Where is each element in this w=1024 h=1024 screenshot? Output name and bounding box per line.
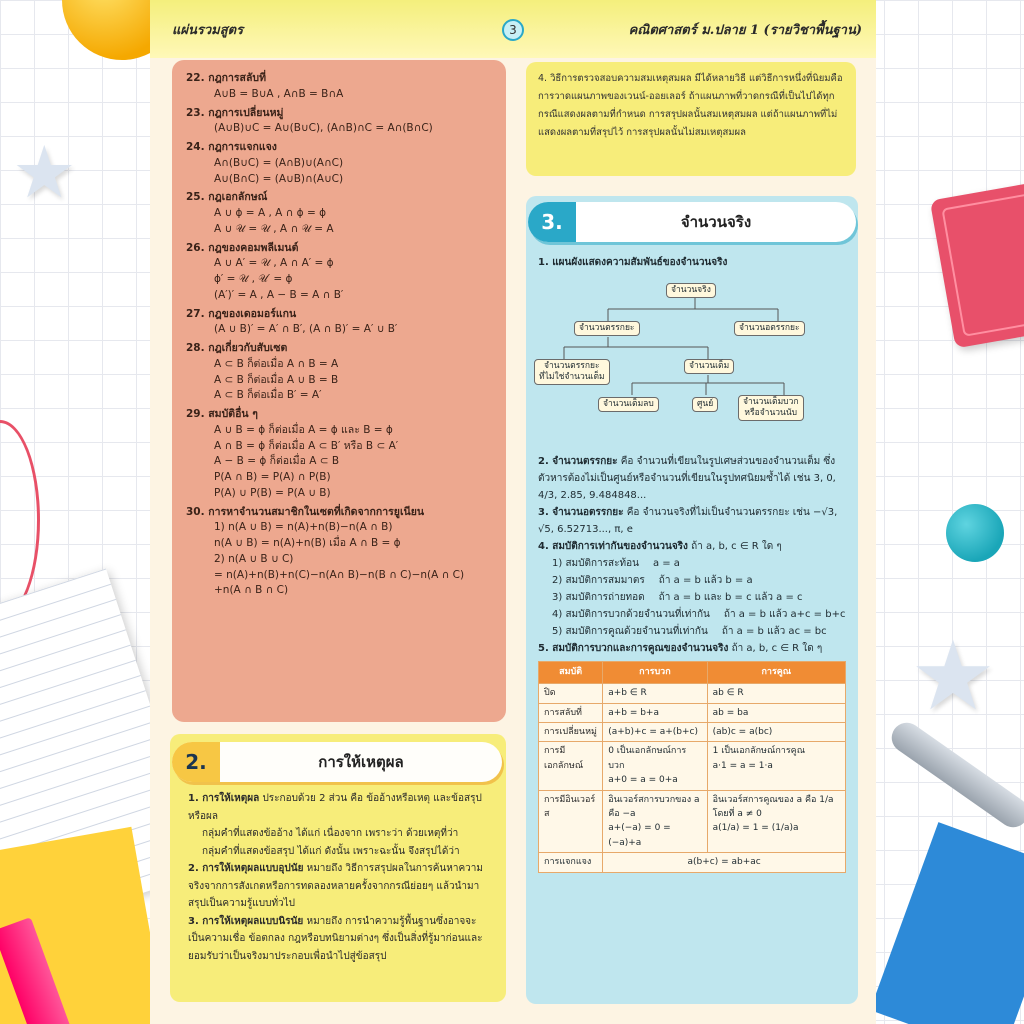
reasoning-item-text: กลุ่มคำที่แสดงข้ออ้าง ได้แก่ เนื่องจาก เพราะว่า ด้วยเหตุที่ว่า [202, 828, 459, 839]
equality-rule: a = a [652, 558, 680, 569]
section-2-number: 2. [172, 742, 220, 782]
table-row [539, 742, 846, 790]
table-cell: การสลับที่ [539, 703, 603, 722]
rule-formula: = n(A)+n(B)+n(C)−n(A∩ B)−n(B ∩ C)−n(A ∩ C) [214, 568, 465, 581]
equality-item [538, 572, 846, 589]
rational-definition [538, 453, 846, 504]
rule-formula: (A′)′ = A , A − B = A ∩ B′ [214, 288, 344, 301]
tree-node-zero: ศูนย์ [692, 397, 718, 412]
table-cell: ab = ba [707, 703, 845, 722]
equality-item [538, 555, 846, 572]
table-cell: (ab)c = a(bc) [707, 723, 845, 742]
rule-title: 24. กฎการแจกแจง [186, 141, 277, 153]
table-header: สมบัติ [539, 662, 603, 684]
set-rules-box [172, 60, 506, 722]
rule-formula: A ∪ A′ = 𝒰 , A ∩ A′ = ϕ [214, 257, 334, 270]
equality-name: 5) สมบัติการคูณด้วยจำนวนที่เท่ากัน [552, 626, 708, 637]
rule-formula: A ⊂ B ก็ต่อเมื่อ B′ = A′ [214, 389, 322, 402]
rule-formula: (A ∪ B)′ = A′ ∩ B′, (A ∩ B)′ = A′ ∪ B′ [214, 323, 398, 336]
irrational-head: 3. จำนวนอตรรกยะ [538, 507, 624, 518]
table-cell: (a+b)+c = a+(b+c) [603, 723, 707, 742]
rule-title: 30. การหาจำนวนสมาชิกในเซตที่เกิดจากการยูเนียน [186, 505, 425, 518]
decor-red-arc [0, 420, 40, 620]
header-left-title: แผ่นรวมสูตร [172, 22, 244, 38]
reasoning-item [188, 843, 492, 861]
equality-item [538, 589, 846, 606]
decor-notebook [930, 182, 1024, 349]
table-cell: 0 เป็นเอกลักษณ์การบวก a+0 = a = 0+a [603, 742, 707, 790]
rule-formula: ϕ′ = 𝒰 , 𝒰′ = ϕ [214, 273, 293, 285]
reasoning-item-text: กลุ่มคำที่แสดงข้อสรุป ได้แก่ ดังนั้น เพราะฉะนั้น จึงสรุปได้ว่า [202, 845, 460, 857]
rule-formula: A ∩ B = ϕ ก็ต่อเมื่อ A ⊂ B′ หรือ B ⊂ A′ [214, 439, 399, 452]
page-number: 3 [502, 19, 524, 41]
rule-formula: P(A) ∪ P(B) = P(A ∪ B) [214, 486, 331, 499]
equality-condition: ถ้า a, b, c ∈ R ใด ๆ [691, 541, 782, 552]
equality-list [538, 555, 846, 640]
tree-node-integer: จำนวนเต็ม [684, 359, 734, 374]
table-cell: 1 เป็นเอกลักษณ์การคูณ a·1 = a = 1·a [707, 742, 845, 790]
reasoning-item [188, 913, 492, 966]
tree-node-rational: จำนวนตรรกยะ [574, 321, 640, 336]
properties-table [538, 661, 846, 873]
rule-formula: +n(A ∩ B ∩ C) [214, 584, 289, 597]
reasoning-item [188, 790, 492, 825]
tree-node-real: จำนวนจริง [666, 283, 716, 298]
rule-formula: A ∪ ϕ = A , A ∩ ϕ = ϕ [214, 207, 327, 219]
rule-title: 26. กฎของคอมพลีเมนต์ [186, 241, 299, 254]
rule-formula: A ∪ 𝒰 = 𝒰 , A ∩ 𝒰 = A [214, 222, 334, 235]
table-cell: ab ∈ R [707, 684, 845, 703]
decor-blue-shape [870, 822, 1024, 1024]
equality-head: 4. สมบัติการเท่ากันของจำนวนจริง [538, 541, 688, 552]
equality-name: 2) สมบัติการสมมาตร [552, 575, 645, 586]
section-2-heading [172, 742, 502, 782]
field-head: 5. สมบัติการบวกและการคูณของจำนวนจริง [538, 643, 729, 654]
rule-title: 23. กฎการเปลี่ยนหมู่ [186, 106, 284, 119]
rule-formula: A∪(B∩C) = (A∪B)∩(A∪C) [214, 172, 344, 185]
reasoning-item-head: 3. การให้เหตุผลแบบนิรนัย [188, 915, 304, 927]
table-cell: การมีเอกลักษณ์ [539, 742, 603, 790]
table-cell: อินเวอร์สการบวกของ a คือ −a a+(−a) = 0 = (−a)+a [603, 790, 707, 853]
rule-title: 28. กฎเกี่ยวกับสับเซต [186, 342, 288, 354]
rule-title: 27. กฎของเดอมอร์แกน [186, 307, 297, 320]
diagram-intro: 1. แผนผังแสดงความสัมพันธ์ของจำนวนจริง [538, 257, 728, 268]
equality-properties [538, 538, 846, 555]
table-row [539, 684, 846, 703]
rule-formula: P(A ∩ B) = P(A) ∩ P(B) [214, 471, 331, 483]
rule-formula: 2) n(A ∪ B ∪ C) [214, 552, 294, 565]
section-2-title: การให้เหตุผล [318, 753, 404, 771]
tree-node-negative: จำนวนเต็มลบ [598, 397, 659, 412]
star-icon: ★ [12, 130, 77, 214]
rule-formula: A ⊂ B ก็ต่อเมื่อ A ∩ B = A [214, 357, 339, 370]
irrational-text: คือ จำนวนจริงที่ไม่เป็นจำนวนตรรกยะ เช่น −√3, √5, 6.52713..., π, e [538, 507, 838, 535]
header-right-title: คณิตศาสตร์ ม.ปลาย 1 (รายวิชาพื้นฐาน) [628, 22, 862, 38]
rule-title: 25. กฎเอกลักษณ์ [186, 191, 268, 204]
table-header: การบวก [603, 662, 707, 684]
real-numbers-box [526, 196, 858, 1004]
equality-rule: ถ้า a = b แล้ว a+c = b+c [723, 609, 846, 620]
equality-rule: ถ้า a = b และ b = c แล้ว a = c [658, 592, 803, 603]
section-3-heading [528, 202, 856, 242]
table-cell: อินเวอร์สการคูณของ a คือ 1/a โดยที่ a ≠ 0 a(1/a) = 1 = (1/a)a [707, 790, 845, 853]
table-row [539, 723, 846, 742]
rational-text: คือ จำนวนที่เขียนในรูปเศษส่วนของจำนวนเต็ม ซึ่งตัวหารต้องไม่เป็นศูนย์หรือจำนวนที่เขียนในรูปทศนิยมซ้ำได้ เช่น 3, 0, 4/3, 2.85, 9.484848... [538, 456, 836, 501]
field-properties [538, 640, 846, 657]
table-row [539, 703, 846, 722]
reasoning-item [188, 860, 492, 913]
rule-title: 22. กฎการสลับที่ [186, 72, 266, 84]
decor-teal-dot [946, 504, 1004, 562]
decor-scissors [886, 717, 1024, 833]
field-condition: ถ้า a, b, c ∈ R ใด ๆ [731, 643, 823, 654]
equality-name: 3) สมบัติการถ่ายทอด [552, 592, 645, 603]
section-3-title: จำนวนจริง [680, 213, 752, 231]
table-cell: a+b ∈ R [603, 684, 707, 703]
rule-title: 29. สมบัติอื่น ๆ [186, 408, 258, 420]
table-cell: a(b+c) = ab+ac [603, 853, 846, 872]
equality-rule: ถ้า a = b แล้ว b = a [658, 575, 753, 586]
rule-formula: A ∪ B = ϕ ก็ต่อเมื่อ A = ϕ และ B = ϕ [214, 423, 393, 436]
validity-check-note [526, 62, 856, 176]
rule-formula: A∩(B∪C) = (A∩B)∪(A∩C) [214, 156, 344, 169]
tree-node-irrational: จำนวนอตรรกยะ [734, 321, 805, 336]
table-cell: การมีอินเวอร์ส [539, 790, 603, 853]
equality-name: 1) สมบัติการสะท้อน [552, 558, 639, 569]
table-row [539, 853, 846, 872]
equality-item [538, 606, 846, 623]
star-icon: ★ [910, 620, 997, 732]
equality-rule: ถ้า a = b แล้ว ac = bc [721, 626, 827, 637]
validity-check-text: 4. วิธีการตรวจสอบความสมเหตุสมผล มีได้หลายวิธี แต่วิธีการหนึ่งที่นิยมคือ การวาดแผนภาพของเวนน์-ออยเลอร์ ถ้าแผนภาพที่วาดกรณีที่เป็นไปได้ทุกกรณีแสดงผลตามที่กำหนด การสรุปผลนั้นสมเหตุสมผล แต่ถ้าแผนภาพที่ไม่แสดงผลตามที่สรุปไว้ การสรุปผลนั้นไม่สมเหตุสมผล [538, 73, 843, 139]
rule-formula: A ⊂ B ก็ต่อเมื่อ A ∪ B = B [214, 373, 339, 386]
table-cell: a+b = b+a [603, 703, 707, 722]
irrational-definition [538, 504, 846, 538]
rule-formula: (A∪B)∪C = A∪(B∪C), (A∩B)∩C = A∩(B∩C) [214, 122, 433, 135]
real-number-tree [538, 277, 846, 445]
rule-formula: A − B = ϕ ก็ต่อเมื่อ A ⊂ B [214, 455, 340, 468]
rule-formula: n(A ∪ B) = n(A)+n(B) เมื่อ A ∩ B = ϕ [214, 537, 401, 549]
equality-name: 4) สมบัติการบวกด้วยจำนวนที่เท่ากัน [552, 609, 710, 620]
reasoning-item-text: หมายถึง วิธีการสรุปผลในการค้นหาความจริงจากการสังเกตหรือการทดลองหลายครั้งจากกรณีย่อยๆ แล้วนำมาสรุปเป็นความรู้แบบทั่วไป [188, 863, 483, 909]
table-cell: การเปลี่ยนหมู่ [539, 723, 603, 742]
table-cell: ปิด [539, 684, 603, 703]
table-row [539, 790, 846, 853]
rational-head: 2. จำนวนตรรกยะ [538, 456, 618, 467]
reasoning-item-head: 2. การให้เหตุผลแบบอุปนัย [188, 863, 304, 874]
rule-formula: A∪B = B∪A , A∩B = B∩A [214, 87, 344, 100]
equality-item [538, 623, 846, 640]
reasoning-item [188, 825, 492, 843]
reasoning-item-text: หมายถึง การนำความรู้พื้นฐานซึ่งอาจจะเป็นความเชื่อ ข้อตกลง กฎหรือบทนิยามต่างๆ ซึ่งเป็นสิ่งที่รู้มาก่อนและยอมรับว่าเป็นจริงมาประกอบเพื่อนำไปสู่ข้อสรุป [188, 915, 483, 962]
tree-node-positive: จำนวนเต็มบวก หรือจำนวนนับ [738, 395, 804, 421]
table-cell: การแจกแจง [539, 853, 603, 872]
section-3-number: 3. [528, 202, 576, 242]
reasoning-item-text: ประกอบด้วย 2 ส่วน คือ ข้ออ้างหรือเหตุ และข้อสรุปหรือผล [188, 793, 482, 822]
rule-formula: 1) n(A ∪ B) = n(A)+n(B)−n(A ∩ B) [214, 521, 393, 534]
reasoning-item-head: 1. การให้เหตุผล [188, 793, 260, 804]
tree-node-non-integer: จำนวนตรรกยะ ที่ไม่ใช่จำนวนเต็ม [534, 359, 610, 385]
table-header: การคูณ [707, 662, 845, 684]
